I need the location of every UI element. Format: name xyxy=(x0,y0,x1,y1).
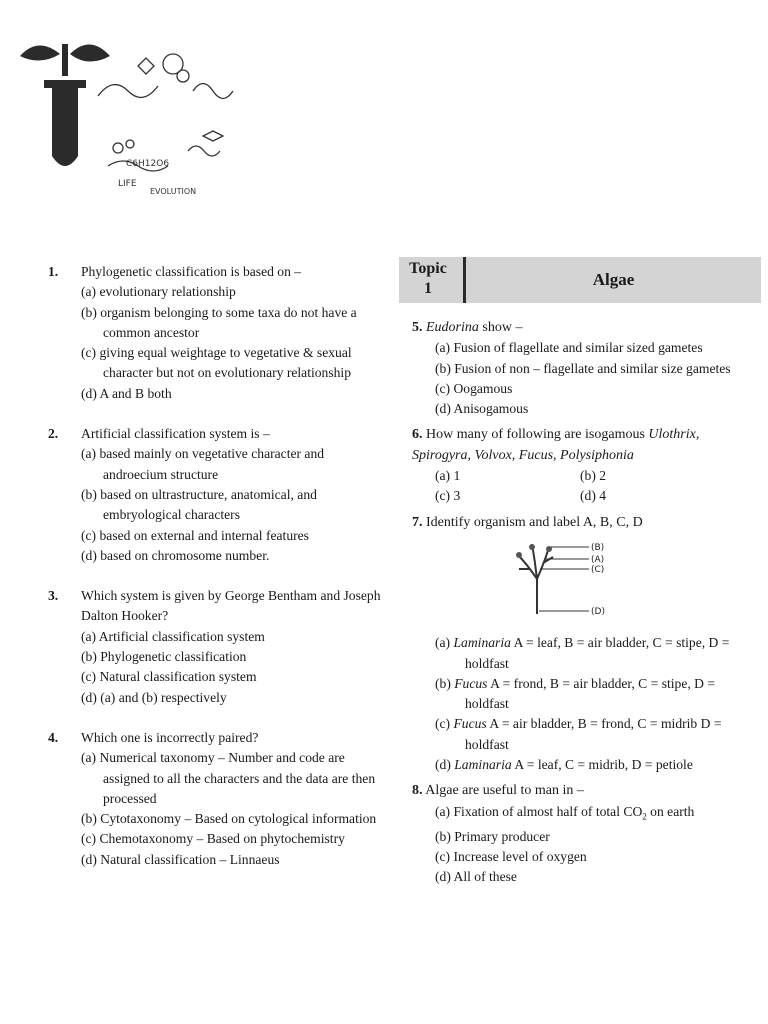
figure-label-b: (B) xyxy=(591,542,605,553)
question-number: 7. xyxy=(412,514,423,530)
question-text: How many of following are isogamous xyxy=(426,427,649,443)
question-number: 4. xyxy=(48,729,59,745)
option-d: (d) Anisogamous xyxy=(435,401,529,417)
option-b: (b) 2 xyxy=(580,468,607,484)
option-a: (a) 1 xyxy=(435,468,461,484)
question-1 xyxy=(48,262,388,404)
option-b: (b) Primary producer xyxy=(435,828,550,844)
question-3 xyxy=(48,586,388,708)
question-text: Which system is given by George Bentham and Joseph Dalton Hooker? xyxy=(81,588,381,624)
question-8 xyxy=(412,781,742,887)
organism-name: Fucus xyxy=(454,675,488,691)
plant-test-tube-logo-icon xyxy=(18,36,243,206)
topic-label: Topic 1 xyxy=(409,260,447,297)
option-b: (b) Phylogenetic classification xyxy=(81,649,247,665)
figure-label-a: (A) xyxy=(591,554,605,565)
option-a: (a) Numerical taxonomy – Number and code are assigned to all the characters and the data are then processed xyxy=(81,750,376,806)
option-c: (c) based on external and internal features xyxy=(81,527,309,543)
option-c: (c) 3 xyxy=(435,488,461,504)
question-6 xyxy=(412,425,742,506)
question-text: Identify organism and label A, B, C, D xyxy=(426,514,643,530)
option-a xyxy=(435,802,742,827)
option-letter: (b) xyxy=(435,675,455,691)
option-d: (d) All of these xyxy=(435,869,517,885)
organism-name: Laminaria xyxy=(453,635,511,651)
option-b: (b) based on ultrastructure, anatomical, and embryological characters xyxy=(81,486,317,523)
question-5 xyxy=(412,318,742,419)
question-text: Which one is incorrectly paired? xyxy=(81,729,259,745)
right-column xyxy=(412,318,742,892)
option-d: (d) A and B both xyxy=(81,385,172,401)
option-a: (a) Fusion of flagellate and similar sized gametes xyxy=(435,340,703,356)
option-d: (d) (a) and (b) respectively xyxy=(81,689,227,705)
figure-label-c: (C) xyxy=(591,564,605,575)
option-d xyxy=(435,755,742,775)
organism-name: Fucus xyxy=(453,716,487,732)
option-c: (c) Natural classification system xyxy=(81,669,257,685)
topic-header xyxy=(399,257,761,303)
options-grid xyxy=(435,466,742,507)
option-text: A = frond, B = air bladder, C = stipe, D = holdfast xyxy=(465,675,716,712)
option-text: A = leaf, B = air bladder, C = stipe, D = holdfast xyxy=(465,635,730,671)
option-d: (d) Natural classification – Linnaeus xyxy=(81,851,280,867)
question-2 xyxy=(48,424,388,566)
figure-label-d: (D) xyxy=(591,606,605,617)
question-7 xyxy=(412,513,742,776)
option-text: (a) Fixation of almost half of total CO xyxy=(435,803,643,819)
option-c: (c) Increase level of oxygen xyxy=(435,848,587,864)
subscript: 2 xyxy=(642,811,647,822)
topic-title: Algae xyxy=(592,270,635,289)
option-a xyxy=(435,633,742,674)
option-a: (a) based mainly on vegetative character and androecium structure xyxy=(81,446,325,482)
option-b: (b) Fusion of non – flagellate and similar size gametes xyxy=(435,360,731,376)
option-text-end: on earth xyxy=(646,803,695,819)
organism-name: Laminaria xyxy=(454,757,512,773)
option-b xyxy=(435,674,742,715)
organism-list: Ulothrix, Spirogyra, Volvox, Fucus, Polysiphonia xyxy=(412,427,700,463)
question-text: Phylogenetic classification is based on – xyxy=(81,264,302,279)
option-d: (d) based on chromosome number. xyxy=(81,547,270,563)
left-column xyxy=(48,262,388,890)
question-number: 3. xyxy=(48,588,59,604)
question-number: 6. xyxy=(412,427,423,443)
option-b: (b) organism belonging to some taxa do not have a common ancestor xyxy=(81,304,357,340)
option-letter: (c) xyxy=(435,716,454,732)
option-a: (a) Artificial classification system xyxy=(81,628,265,644)
option-letter: (d) xyxy=(435,757,455,773)
question-number: 5. xyxy=(412,320,423,335)
option-c: (c) Oogamous xyxy=(435,380,513,396)
option-text: A = leaf, C = midrib, D = petiole xyxy=(511,757,693,773)
logo-text-life: LIFE xyxy=(118,179,137,189)
option-c xyxy=(435,714,742,755)
option-c: (c) giving equal weightage to vegetative & sexual character but not on evolutionary relationship xyxy=(81,345,352,381)
option-c: (c) Chemotaxonomy – Based on phytochemistry xyxy=(81,831,345,847)
question-number: 8. xyxy=(412,783,423,799)
logo-text-evolution: EVOLUTION xyxy=(150,187,197,196)
option-d: (d) 4 xyxy=(580,488,607,504)
organism-name: Eudorina xyxy=(426,320,479,335)
question-text: show – xyxy=(478,320,523,335)
logo-text-formula: C6H12O6 xyxy=(126,159,170,169)
seaweed-figure-icon xyxy=(507,539,647,619)
option-b: (b) Cytotaxonomy – Based on cytological information xyxy=(81,811,377,827)
question-4 xyxy=(48,728,388,870)
question-number: 1. xyxy=(48,264,59,279)
question-text: Artificial classification system is – xyxy=(81,426,270,442)
option-text: A = air bladder, B = frond, C = midrib D = holdfast xyxy=(465,716,722,752)
question-text: Algae are useful to man in – xyxy=(425,783,584,799)
question-number: 2. xyxy=(48,426,59,442)
option-letter: (a) xyxy=(435,635,454,651)
option-a: (a) evolutionary relationship xyxy=(81,284,236,300)
